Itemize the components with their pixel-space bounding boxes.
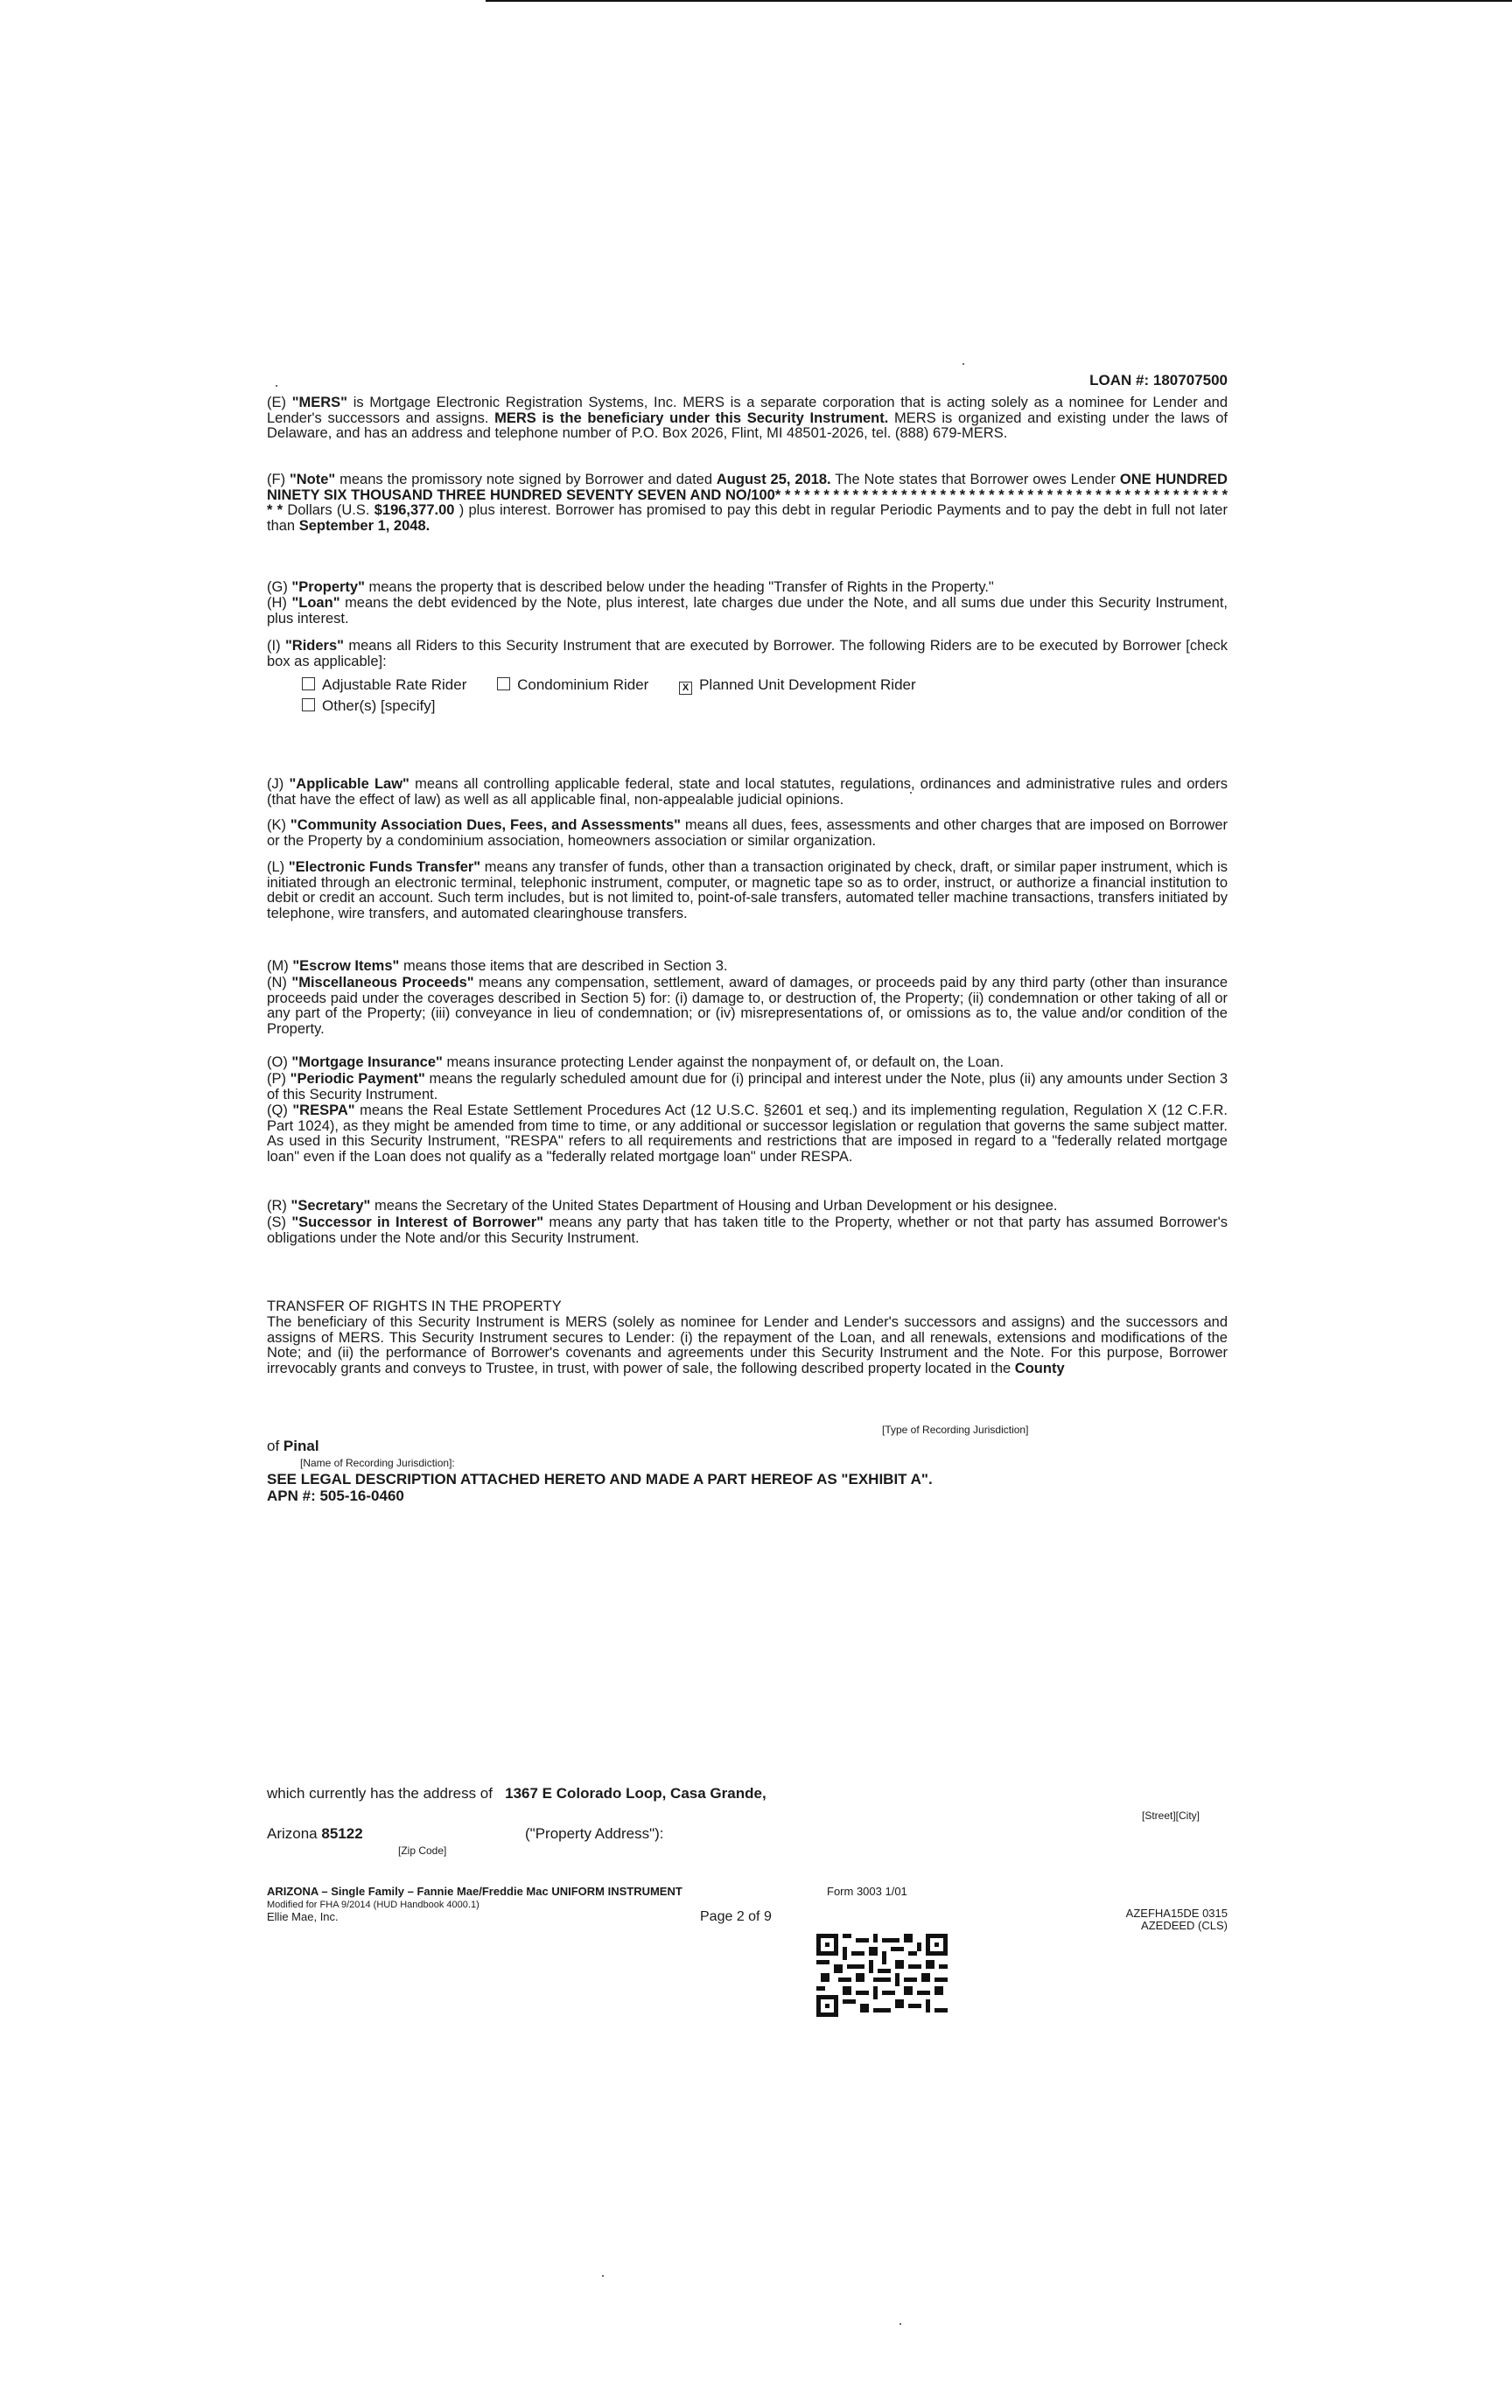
definition-text: The Note states that Borrower owes Lender — [835, 472, 1116, 487]
definition-term: "Riders" — [284, 638, 344, 654]
address-line — [267, 1785, 766, 1802]
scan-speck — [602, 2275, 604, 2277]
transfer-heading: TRANSFER OF RIGHTS IN THE PROPERTY — [267, 1298, 562, 1314]
page-number: Page 2 of 9 — [700, 1909, 772, 1924]
scan-edge-line — [486, 0, 1512, 2]
definition-label: (H) — [267, 595, 287, 611]
footer-code: AZEFHA15DE 0315 — [1125, 1907, 1228, 1920]
definition-text: means all controlling applicable federal, state and local statutes, regulations, ordinances and administrative rules and orders (that have the effect of law) as well as all applicable final, non-appealable judicial opinions. — [267, 776, 1228, 808]
definition-o — [267, 1055, 1228, 1071]
definition-i — [267, 639, 1228, 669]
jurisdiction-type: County — [1014, 1360, 1065, 1376]
of-label: of — [267, 1438, 280, 1454]
definition-label: (K) — [267, 817, 286, 833]
definition-text: means any compensation, settlement, award of damages, or proceeds paid by any third party (other than insurance proceeds paid under the coverages described in Section 5) for: (i) damage to, or destruction of, the Property; (ii) condemnation or other taking of all or any part of the Property; (iii) conveyance in lieu of condemnation; or (iv) misrepresentations of, or omissions as to, the value and/or condition of the Property. — [267, 975, 1228, 1037]
definition-k — [267, 818, 1228, 849]
definition-term: "Escrow Items" — [292, 958, 400, 974]
definition-text: means all Riders to this Security Instrument that are executed by Borrower. The following Riders are to be executed by Borrower [check box as applicable]: — [267, 638, 1228, 669]
amount-in-words: ONE HUNDRED NINETY SIX THOUSAND THREE HUNDRED SEVENTY SEVEN AND NO/100 — [267, 472, 1228, 503]
definition-q — [267, 1103, 1228, 1165]
checkbox-adjustable-rate-rider[interactable] — [302, 677, 315, 690]
street-caption: [Street][City] — [1142, 1810, 1200, 1822]
footer-form-number: Form 3003 1/01 — [827, 1885, 907, 1898]
definition-h — [267, 596, 1228, 626]
maturity-date: September 1, 2048. — [298, 517, 430, 534]
loan-number: LOAN #: 180707500 — [1089, 372, 1228, 388]
checkbox-pud-rider[interactable]: X — [679, 682, 692, 695]
definition-text: means the Real Estate Settlement Procedures Act (12 U.S.C. §2601 et seq.) and its implementing regulation, Regulation X (12 C.F.R. Part 1024), as they might be amended from time to time, or any additional or successor legislation or regulation that governs the same subject matter. As used in this Security Instrument, "RESPA" refers to all requirements and restrictions that are imposed in regard to a "federally related mortgage loan" even if the Loan does not qualify as a "federally related mortgage loan" under RESPA. — [267, 1102, 1228, 1165]
rider-label: Condominium Rider — [517, 676, 649, 693]
definition-label: (O) — [267, 1054, 288, 1070]
footer-code-cls: AZEDEED (CLS) — [1141, 1919, 1228, 1932]
footer-company: Ellie Mae, Inc. — [267, 1910, 339, 1923]
definition-term: "MERS" — [291, 395, 348, 410]
dollars-label: Dollars (U.S. — [287, 502, 370, 518]
definition-term: "Mortgage Insurance" — [291, 1054, 443, 1070]
state-zip-line — [267, 1825, 363, 1843]
definition-text: means the regularly scheduled amount due for (i) principal and interest under the Note, plus (ii) any amounts under Section 3 of this Security Instrument. — [267, 1071, 1228, 1102]
definition-e — [267, 396, 1228, 442]
definition-term: "RESPA" — [292, 1102, 355, 1118]
amount-filler-stars: * * * * * * * * * * * * * * * * * * * * * * * * * * * * * * * * * * * * * * * * * * * * * * * * * — [267, 486, 1228, 518]
definition-term: "Electronic Funds Transfer" — [288, 859, 481, 875]
scan-speck — [276, 385, 277, 387]
definition-label: (P) — [267, 1071, 286, 1087]
definition-text: means any party that has taken title to the Property, whether or not that party has assumed Borrower's obligations under the Note and/or this Security Instrument. — [267, 1214, 1228, 1246]
scan-speck — [962, 363, 964, 365]
definition-label: (F) — [267, 472, 286, 487]
riders-checklist — [302, 675, 916, 717]
definition-p — [267, 1072, 1228, 1102]
definition-term: "Periodic Payment" — [290, 1071, 425, 1087]
closing-paren: ) — [458, 502, 465, 518]
note-date: August 25, 2018. — [716, 472, 831, 487]
zip-code: 85122 — [321, 1825, 363, 1842]
jurisdiction-type-caption: [Type of Recording Jurisdiction] — [882, 1424, 1029, 1436]
definition-text: plus interest. Borrower has promised to pay this debt in regular Periodic Payments and to pay the debt in full not later than — [267, 502, 1228, 534]
definition-f — [267, 472, 1228, 534]
definition-m — [267, 959, 1228, 975]
definition-text: means the debt evidenced by the Note, plus interest, late charges due under the Note, and all sums due under this Security Instrument, plus interest. — [267, 595, 1228, 626]
definition-l — [267, 860, 1228, 921]
footer-instrument-line: ARIZONA – Single Family – Fannie Mae/Freddie Mac UNIFORM INSTRUMENT — [267, 1885, 682, 1898]
checkbox-other-rider[interactable] — [302, 698, 315, 711]
jurisdiction-name-caption: [Name of Recording Jurisdiction]: — [300, 1457, 455, 1469]
definition-text: is Mortgage Electronic Registration Systems, Inc. MERS is a separate corporation that is acting solely as a nominee for Lender and Lender's successors and assigns. — [267, 395, 1228, 426]
definition-text: means any transfer of funds, other than a transaction originated by check, draft, or similar paper instrument, which is initiated through an electronic terminal, telephonic instrument, computer, or magnetic tape so as to order, instruct, or authorize a financial institution to debit or credit an account. Such term includes, but is not limited to, point-of-sale transfers, automated teller machine transactions, transfers initiated by telephone, wire transfers, and automated clearinghouse transfers. — [267, 859, 1228, 921]
scan-speck — [900, 2323, 901, 2325]
rider-label: Planned Unit Development Rider — [699, 676, 916, 693]
definition-label: (S) — [267, 1214, 286, 1230]
jurisdiction-line — [267, 1438, 319, 1455]
definition-term: "Secretary" — [290, 1198, 371, 1214]
definition-n — [267, 976, 1228, 1037]
definition-label: (Q) — [267, 1102, 288, 1118]
definition-bold-text: MERS is the beneficiary under this Security Instrument. — [494, 410, 889, 426]
definition-label: (J) — [267, 776, 284, 792]
definition-term: "Loan" — [291, 595, 340, 611]
definition-s — [267, 1215, 1228, 1246]
footer-modified-line: Modified for FHA 9/2014 (HUD Handbook 4000.1) — [267, 1900, 480, 1910]
riders-row — [302, 696, 916, 717]
loan-amount: $196,377.00 — [374, 502, 455, 518]
definition-term: "Successor in Interest of Borrower" — [291, 1214, 544, 1230]
definition-label: (N) — [267, 975, 287, 990]
definition-term: "Community Association Dues, Fees, and Assessments" — [290, 817, 681, 833]
definition-text: means those items that are described in Section 3. — [402, 958, 728, 974]
definition-text: means the Secretary of the United States Department of Housing and Urban Development or his designee. — [374, 1198, 1058, 1214]
definition-label: (E) — [267, 395, 286, 410]
definition-text: MERS is organized and existing under the laws of Delaware, and has an address and telephone number of P.O. Box 2026, Flint, MI 48501-2026, tel. (888) 679-MERS. — [267, 410, 1228, 441]
definition-label: (M) — [267, 958, 289, 974]
street-address: 1367 E Colorado Loop, Casa Grande, — [505, 1785, 766, 1802]
definition-label: (I) — [267, 638, 281, 654]
definition-text: means insurance protecting Lender against the nonpayment of, or default on, the Loan. — [446, 1054, 1004, 1070]
definition-g — [267, 580, 1228, 596]
legal-description: SEE LEGAL DESCRIPTION ATTACHED HERETO AND MADE A PART HEREOF AS "EXHIBIT A". — [267, 1471, 933, 1488]
definition-term: "Applicable Law" — [289, 776, 410, 792]
riders-row — [302, 675, 916, 696]
zip-caption: [Zip Code] — [398, 1844, 447, 1857]
definition-label: (L) — [267, 859, 285, 875]
definition-label: (G) — [267, 579, 288, 595]
address-lead: which currently has the address of — [267, 1785, 493, 1802]
definition-r — [267, 1199, 1228, 1214]
state: Arizona — [267, 1825, 318, 1842]
barcode-icon — [816, 1934, 948, 2017]
transfer-text: The beneficiary of this Security Instrument is MERS (solely as nominee for Lender and Lender's successors and assigns) and the successors and assigns of MERS. This Security Instrument secures to Lender: (i) the repayment of the Loan, and all renewals, extensions and modifications of the Note; and (ii) the performance of Borrower's covenants and agreements under this Security Instrument and the Note. For this purpose, Borrower irrevocably grants and conveys to Trustee, in trust, with power of sale, the following described property located in the — [267, 1314, 1228, 1376]
definition-term: "Note" — [289, 472, 336, 487]
transfer-paragraph — [267, 1315, 1228, 1376]
definition-label: (R) — [267, 1198, 287, 1214]
checkbox-condominium-rider[interactable] — [497, 677, 510, 690]
apn-number: APN #: 505-16-0460 — [267, 1488, 404, 1504]
definition-text: means all dues, fees, assessments and other charges that are imposed on Borrower or the Property by a condominium association, homeowners association or similar organization. — [267, 817, 1228, 849]
definition-term: "Miscellaneous Proceeds" — [291, 975, 474, 990]
rider-label: Adjustable Rate Rider — [322, 676, 467, 693]
definition-text: means the promissory note signed by Borrower and dated — [340, 472, 713, 487]
jurisdiction-name: Pinal — [283, 1438, 319, 1454]
definition-term: "Property" — [291, 579, 365, 595]
definition-text: means the property that is described below under the heading "Transfer of Rights in the Property." — [368, 579, 994, 595]
property-address-label: ("Property Address"): — [525, 1825, 664, 1842]
rider-label: Other(s) [specify] — [322, 697, 436, 714]
definition-j — [267, 777, 1228, 808]
